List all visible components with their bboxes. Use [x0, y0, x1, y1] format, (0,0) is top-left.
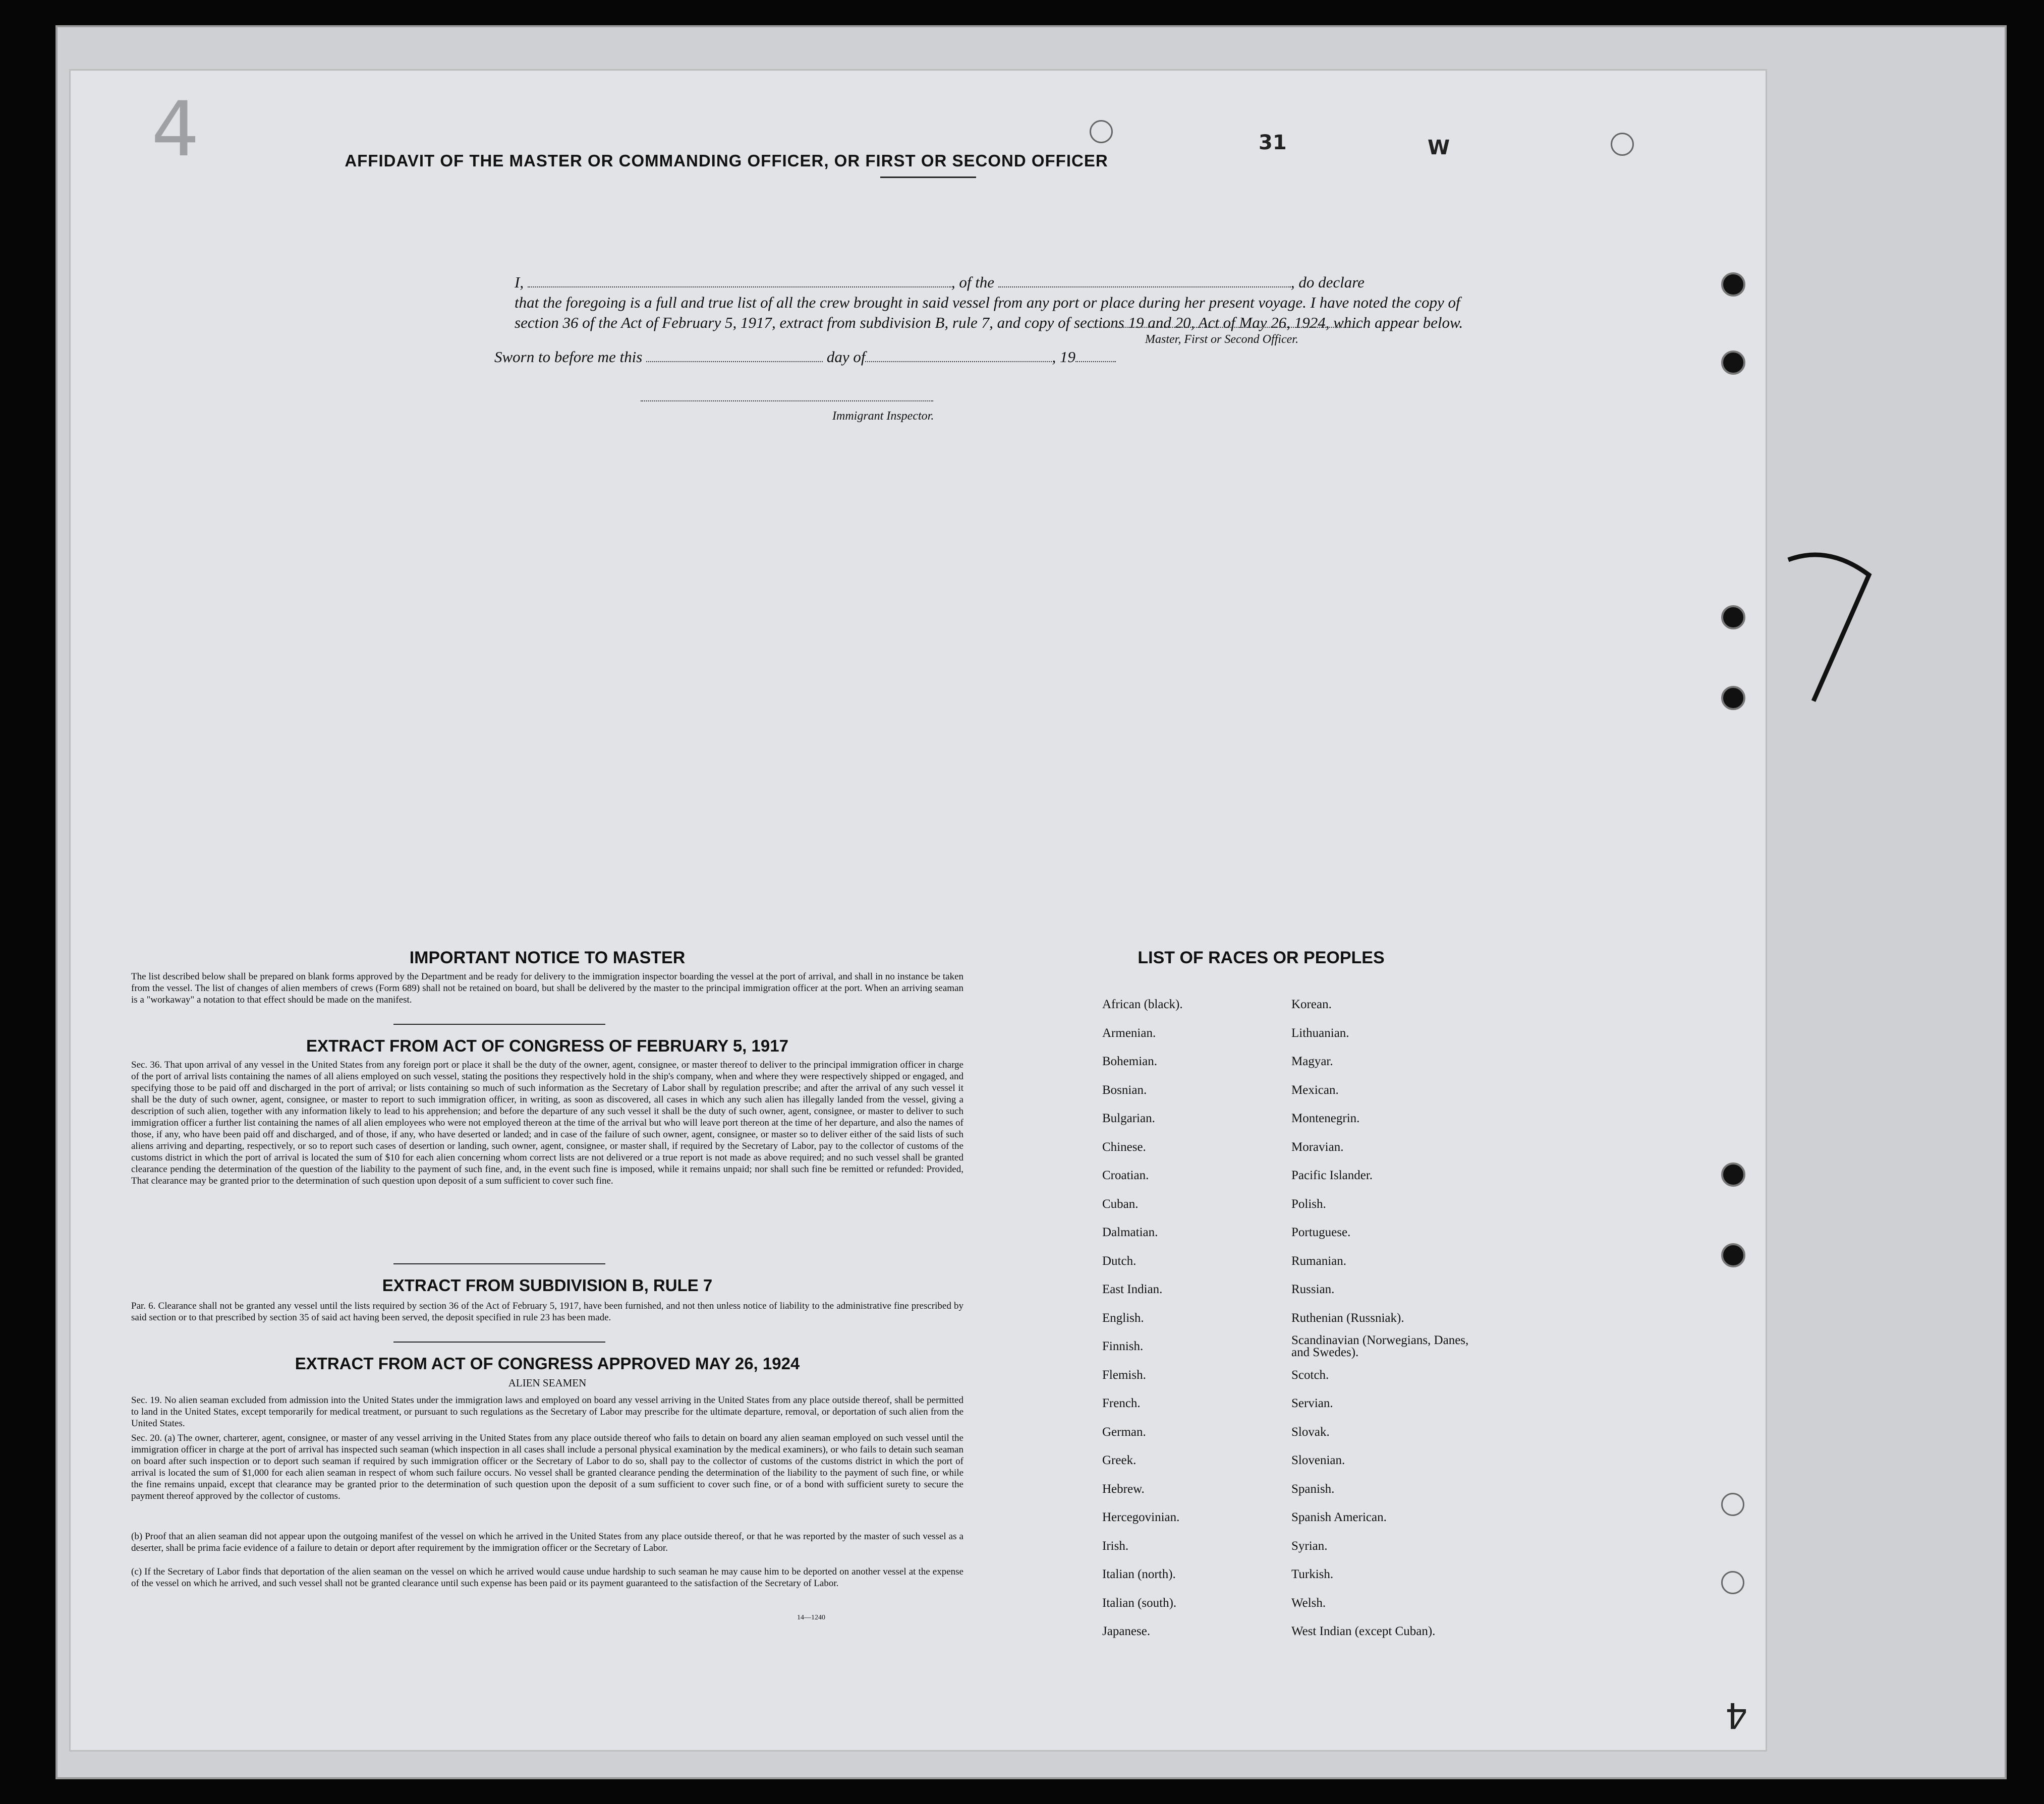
- handwritten-7: [1783, 545, 1874, 706]
- declaration-i: I,: [515, 273, 524, 291]
- race-item: Bulgarian.: [1102, 1112, 1155, 1125]
- rule7-title: EXTRACT FROM SUBDIVISION B, RULE 7: [382, 1276, 713, 1295]
- extract-1924-sec19: Sec. 19. No alien seaman excluded from admission into the United States under the immigration laws and employed on board any vessel arriving in the United States from any place outside thereof, shall be permitted to land in the United States, except temporarily for medical treatment, or pursuant to such regulations as the Secretary of Labor may prescribe for the ultimate departure, removal, or deportation of such alien from the United States.: [131, 1395, 963, 1429]
- sworn-day-blank: [646, 361, 823, 362]
- race-item: Mexican.: [1291, 1083, 1339, 1097]
- race-item: Moravian.: [1291, 1140, 1344, 1154]
- stamp-31: 31: [1259, 131, 1287, 154]
- binder-hole: [1721, 351, 1745, 375]
- binder-hole: [1721, 1243, 1745, 1267]
- race-item: Scandinavian (Norwegians, Danes, and Swedes).: [1291, 1333, 1469, 1359]
- race-item: Portuguese.: [1291, 1226, 1351, 1239]
- declaration-body: that the foregoing is a full and true list of all the crew brought in said vessel from any port or place during her present voyage. I have noted the copy of section 36 of the Act of February 5, 1917, extract from subdivision B, rule 7, and copy of sections 19 and 20, Act of May 26, 1924, which appear below.: [515, 294, 1463, 331]
- race-item: Italian (south).: [1102, 1596, 1177, 1610]
- race-item: Dalmatian.: [1102, 1226, 1158, 1239]
- race-item: Magyar.: [1291, 1055, 1333, 1068]
- form-number: 14—1240: [797, 1614, 825, 1621]
- race-item: Chinese.: [1102, 1140, 1146, 1154]
- sworn-year-blank: [1075, 361, 1116, 362]
- master-label: Master, First or Second Officer.: [1145, 333, 1298, 346]
- binder-hole: [1721, 272, 1745, 297]
- race-item: Greek.: [1102, 1453, 1137, 1467]
- race-item: Spanish.: [1291, 1482, 1335, 1496]
- extract-1917-title: EXTRACT FROM ACT OF CONGRESS OF FEBRUARY 5, 1917: [306, 1036, 788, 1055]
- sworn-month-blank: [865, 361, 1052, 362]
- page-number-stamp: 4: [151, 86, 200, 173]
- race-item: Bosnian.: [1102, 1083, 1147, 1097]
- binder-hole: [1721, 686, 1745, 710]
- extract-1917-text: Sec. 36. That upon arrival of any vessel in the United States from any foreign port or place it shall be the duty of the owner, agent, consignee, or master thereof to deliver to the principal immigration officer in charge of the port of arrival lists containing the names of all aliens employed on such vessel, stating the positions they respectively hold in the ship's company, when and where they were respectively shipped or engaged, and specifying those to be paid off and discharged in the port of arrival; or lists containing so much of such information as the Secretary of Labor shall by regulation prescribe; and after the arrival of any such vessel it shall be the duty of such owner, agent, consignee, or master to report to such immigration officer, in writing, as soon as discovered, all cases in which any such alien has illegally landed from the vessel, giving a description of such alien, together with any information likely to lead to his apprehension; and before the departure of any such vessel it shall be the duty of such owner, agent, consignee, or master to deliver to such immigration officer a further list containing the names of all alien employees who were not employed thereon at the time of the arrival but who will leave port thereon at the time of her departure, and also the names of those, if any, who have been paid off and discharged, and of those, if any, who have deserted or landed; and in case of the failure of such owner, agent, consignee, or master so to deliver either of the said lists of such aliens arriving and departing, respectively, or so to report such cases of desertion or landing, such owner, agent, consignee, or master shall, if required by the Secretary of Labor, pay to the collector of customs of the customs district in which the port of arrival is located the sum of $10 for each alien concerning whom correct lists are not delivered or a true report is not made as above required; and no such vessel shall be granted clearance pending the determination of the question of the liability to the payment of such fine, and, in the event such fine is imposed, while it remains unpaid; nor shall such fine be remitted or refunded: Provided, That clearance may be granted prior to the determination of such question upon deposit of a sum sufficient to cover such fine.: [131, 1060, 963, 1186]
- affidavit-declaration: [515, 272, 1468, 333]
- declaration-do-declare: , do declare: [1290, 273, 1365, 291]
- rule7-text: Par. 6. Clearance shall not be granted any vessel until the lists required by section 36 of the Act of February 5, 1917, have been furnished, and not then unless notice of liability to the administrative fine prescribed by said section or to that prescribed by section 35 of said act having been served, the deposit specified in rule 23 has been made.: [131, 1301, 963, 1323]
- extract-1924-sec20b: (b) Proof that an alien seaman did not appear upon the outgoing manifest of the vessel on which he arrived in the United States from any place outside thereof, or that he was reported by the master of such vessel as a deserter, shall be prima facie evidence of a failure to detain or deport after requirement by the immigration officer or the Secretary of Labor.: [131, 1531, 963, 1553]
- sworn-day-label: day of: [826, 348, 866, 366]
- master-signature-line: [1090, 327, 1362, 328]
- race-item: Turkish.: [1291, 1567, 1334, 1581]
- title-rule: [880, 177, 976, 178]
- race-item: Lithuanian.: [1291, 1026, 1349, 1040]
- race-item: Ruthenian (Russniak).: [1291, 1311, 1404, 1325]
- rule7-rule: [393, 1342, 605, 1343]
- race-item: West Indian (except Cuban).: [1291, 1624, 1436, 1638]
- race-item: French.: [1102, 1396, 1141, 1410]
- race-item: African (black).: [1102, 998, 1183, 1011]
- name-blank: [528, 286, 951, 287]
- alien-seamen-heading: ALIEN SEAMEN: [508, 1377, 587, 1389]
- race-item: Spanish American.: [1291, 1510, 1387, 1524]
- sworn-year-label: , 19: [1052, 348, 1075, 366]
- binder-hole: [1721, 1571, 1744, 1594]
- extract-1924-sec20c: (c) If the Secretary of Labor finds that deportation of the alien seaman on the vessel on which he arrived would cause undue hardship to such seaman he may cause him to be deported on another vessel at the expense of the vessel on which he arrived, and such vessel shall not be granted clearance until such expense has been paid or its payment guaranteed to the satisfaction of the Secretary of Labor.: [131, 1566, 963, 1589]
- race-item: Russian.: [1291, 1283, 1335, 1296]
- race-item: Korean.: [1291, 998, 1332, 1011]
- races-title: LIST OF RACES OR PEOPLES: [1138, 948, 1385, 967]
- paper-hole: [1090, 120, 1113, 143]
- race-item: Irish.: [1102, 1539, 1129, 1553]
- race-item: Italian (north).: [1102, 1567, 1176, 1581]
- declaration-of-the: , of the: [951, 273, 995, 291]
- vessel-blank: [998, 286, 1291, 287]
- affidavit-page: [71, 71, 1766, 1750]
- binder-hole: [1721, 1162, 1745, 1187]
- race-item: Rumanian.: [1291, 1254, 1347, 1268]
- binder-hole: [1721, 1493, 1744, 1516]
- margin-mark-4: 4: [1725, 1695, 1748, 1736]
- extract-1917-rule: [393, 1263, 605, 1264]
- inspector-signature-line: [641, 400, 933, 401]
- race-item: Finnish.: [1102, 1340, 1144, 1353]
- race-item: English.: [1102, 1311, 1144, 1325]
- notice-title: IMPORTANT NOTICE TO MASTER: [409, 948, 686, 967]
- stamp-w: W: [1428, 136, 1450, 159]
- extract-1924-sec20a: Sec. 20. (a) The owner, charterer, agent, consignee, or master of any vessel arriving in the United States from any place outside thereof who fails to detain on board any alien seaman employed on such vessel until the immigration officer in charge at the port of arrival has inspected such seaman (which inspection in all cases shall include a personal physical examination by the medical examiners), or who fails to detain such seaman on board after such inspection or to deport such seaman if required by such immigration officer or the Secretary of Labor to do so, shall pay to the collector of customs of the customs district in which the port of arrival is located the sum of $1,000 for each alien seaman in respect of whom such failure occurs. No vessel shall be granted clearance pending the determination of the liability to the payment of such fine, or while the fine remains unpaid, except that clearance may be granted prior to the determination of such question upon the deposit of a sum sufficient to cover such fine, or of a bond with sufficient surety to secure the payment thereof approved by the collector of customs.: [131, 1433, 963, 1501]
- race-item: Hebrew.: [1102, 1482, 1145, 1496]
- race-item: Flemish.: [1102, 1368, 1146, 1382]
- race-item: Slovenian.: [1291, 1453, 1345, 1467]
- binder-hole: [1721, 605, 1745, 629]
- race-item: Hercegovinian.: [1102, 1510, 1180, 1524]
- inspector-label: Immigrant Inspector.: [832, 410, 934, 423]
- sworn-label: Sworn to before me this: [494, 348, 643, 366]
- race-item: Japanese.: [1102, 1624, 1151, 1638]
- race-item: Dutch.: [1102, 1254, 1137, 1268]
- race-item: Pacific Islander.: [1291, 1169, 1373, 1182]
- notice-text: The list described below shall be prepared on blank forms approved by the Department and be ready for delivery to the immigration inspector boarding the vessel at the port of arrival, and shall in no instance be taken from the vessel. The list of changes of alien members of crews (Form 689) shall not be retained on board, but shall be delivered by the master to the principal immigration officer at the port. When an arriving seaman is a "workaway" a notation to that effect should be made on the manifest.: [131, 971, 963, 1005]
- affidavit-title: AFFIDAVIT OF THE MASTER OR COMMANDING OFFICER, OR FIRST OR SECOND OFFICER: [345, 151, 1108, 170]
- race-item: Montenegrin.: [1291, 1112, 1360, 1125]
- race-item: East Indian.: [1102, 1283, 1163, 1296]
- race-item: Cuban.: [1102, 1197, 1139, 1211]
- race-item: Servian.: [1291, 1396, 1333, 1410]
- race-item: Bohemian.: [1102, 1055, 1158, 1068]
- race-item: Scotch.: [1291, 1368, 1329, 1382]
- race-item: Syrian.: [1291, 1539, 1328, 1553]
- notice-rule: [393, 1024, 605, 1025]
- race-item: Slovak.: [1291, 1425, 1330, 1439]
- race-item: Armenian.: [1102, 1026, 1156, 1040]
- declaration-line-1: [515, 272, 1468, 293]
- sworn-line: [494, 348, 1116, 366]
- race-item: Welsh.: [1291, 1596, 1326, 1610]
- race-item: Croatian.: [1102, 1169, 1149, 1182]
- paper-hole: [1611, 133, 1634, 156]
- race-item: German.: [1102, 1425, 1146, 1439]
- extract-1924-title: EXTRACT FROM ACT OF CONGRESS APPROVED MAY 26, 1924: [295, 1354, 800, 1373]
- race-item: Polish.: [1291, 1197, 1326, 1211]
